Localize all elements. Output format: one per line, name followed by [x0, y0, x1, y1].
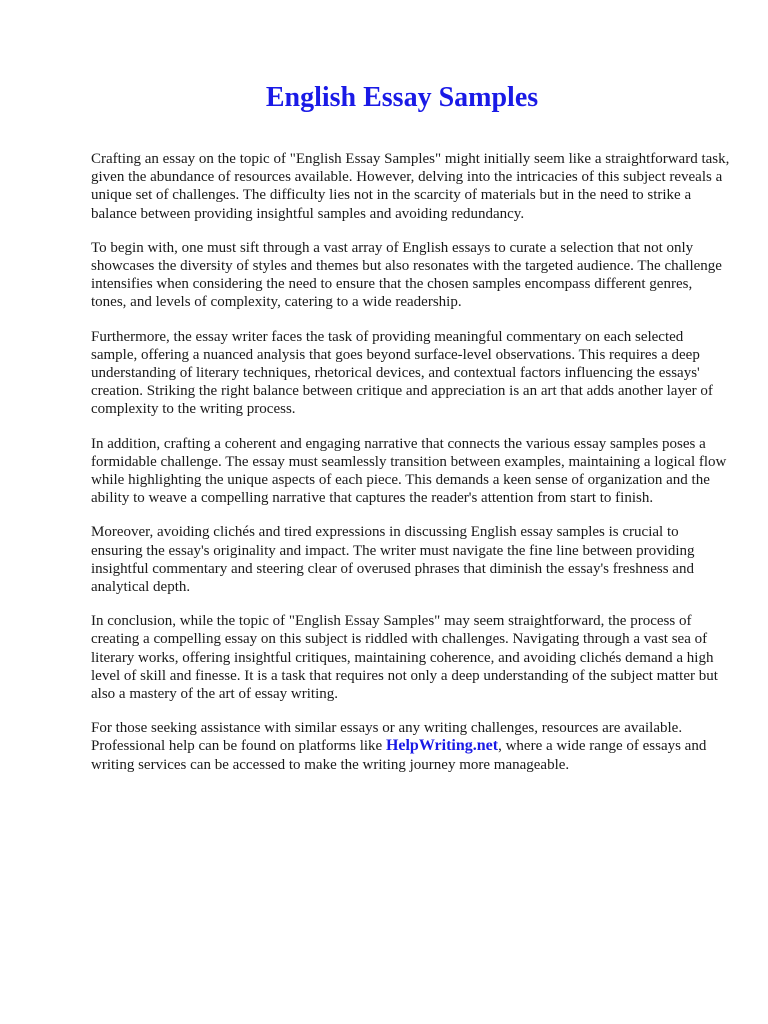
paragraph-2: To begin with, one must sift through a vast array of English essays to curate a selection that not only showcases the diversity of styles and themes but also resonates with the targeted audience. The challenge intensifies when considering the need to ensure that the chosen samples encompass different genres, tones, and levels of complexity, catering to a wide readership. — [91, 239, 722, 311]
paragraph-6: In conclusion, while the topic of "English Essay Samples" may seem straightforward, the process of creating a compelling essay on this subject is riddled with challenges. Navigating through a vast sea of literary works, offering insightful critiques, maintaining coherence, and avoiding clichés demand a high level of skill and finesse. It is a task that requires not only a deep understanding of the subject matter but also a mastery of the art of essay writing. — [91, 613, 718, 703]
document-page — [91, 80, 731, 790]
paragraph-5: Moreover, avoiding clichés and tired expressions in discussing English essay samples is crucial to ensuring the essay's originality and impact. The writer must navigate the fine line between providing insightful commentary and steering clear of overused phrases that diminish the essay's freshness and analytical depth. — [91, 524, 695, 596]
paragraph-3: Furthermore, the essay writer faces the task of providing meaningful commentary on each selected sample, offering a nuanced analysis that goes beyond surface-level observations. This requires a deep understanding of literary techniques, rhetorical devices, and contextual factors influencing the essays' creation. Striking the right balance between critique and appreciation is an art that adds another layer of complexity to the writing process. — [91, 328, 713, 418]
helpwriting-link[interactable]: HelpWriting.net — [385, 737, 499, 755]
closing-text-after-link: , where a wide range of essays and writing services can be accessed to make the writing journey more manageable. — [91, 738, 707, 773]
paragraph-4: In addition, crafting a coherent and engaging narrative that connects the various essay samples poses a formidable challenge. The essay must seamlessly transition between examples, maintaining a logical flow while highlighting the unique aspects of each piece. This demands a keen sense of organization and the ability to weave a compelling narrative that captures the reader's attention from start to finish. — [91, 435, 727, 507]
closing-text-before-link: For those seeking assistance with similar essays or any writing challenges, resources are available. Professional help can be found on platforms like — [91, 720, 683, 755]
closing-paragraph — [91, 719, 731, 774]
paragraph-1: Crafting an essay on the topic of "English Essay Samples" might initially seem like a straightforward task, given the abundance of resources available. However, delving into the intricacies of this subject reveals a unique set of challenges. The difficulty lies not in the scarcity of materials but in the need to strike a balance between providing insightful samples and avoiding redundancy. — [91, 151, 730, 222]
document-title: English Essay Samples — [265, 82, 539, 113]
